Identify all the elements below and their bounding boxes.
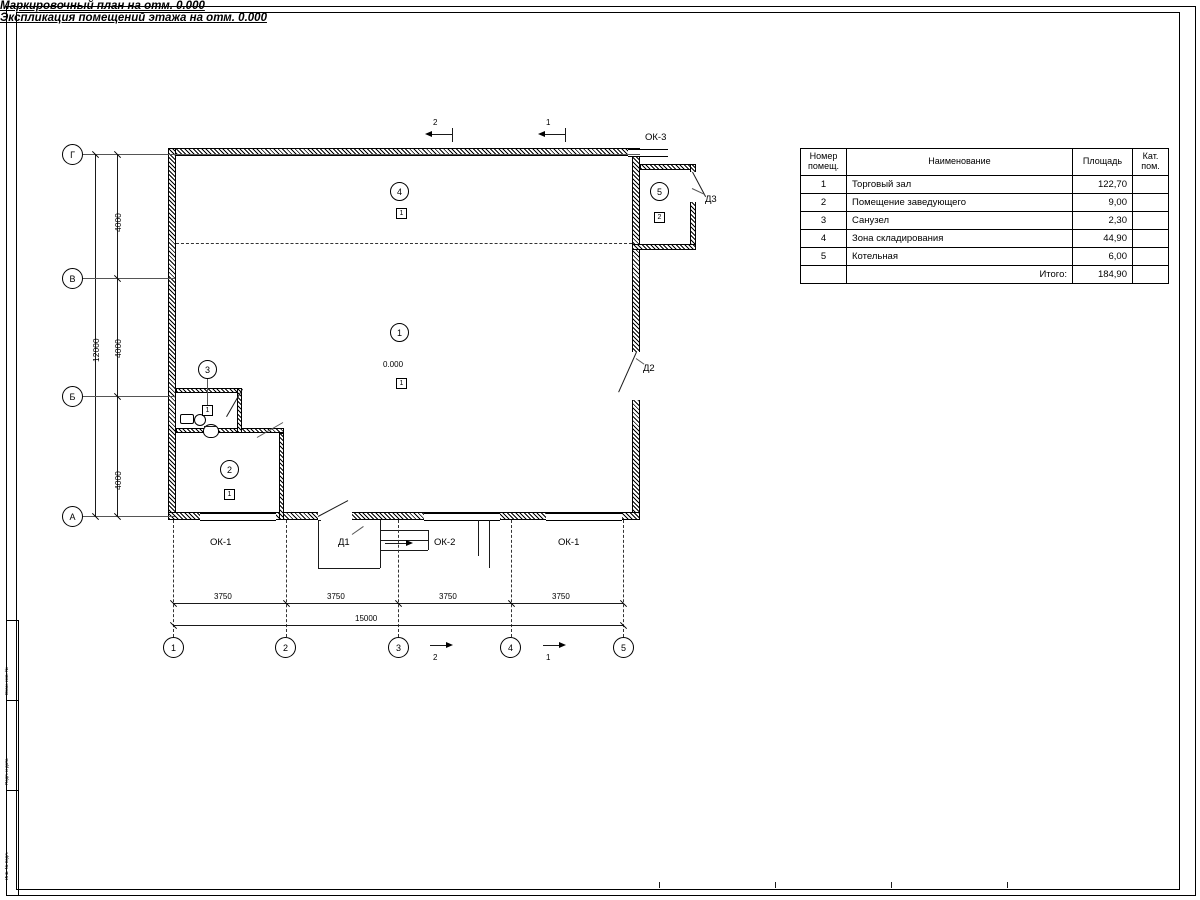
room-tag-5: 5 — [650, 182, 669, 201]
section-arrow-1-top-icon — [538, 131, 545, 137]
axis-bubble-g: Г — [62, 144, 83, 165]
cell-area: 44,90 — [1073, 229, 1133, 247]
finish-tag-5: 2 — [654, 212, 665, 223]
cell-num: 2 — [801, 193, 847, 211]
cell-cat — [1133, 175, 1169, 193]
axis-line-4 — [511, 520, 512, 637]
wall-annex-bottom — [632, 244, 696, 250]
dim-bottom-total: 15000 — [355, 614, 378, 623]
dim-left-total: 12000 — [91, 338, 101, 362]
section-label-2-bottom: 2 — [433, 653, 438, 662]
cell-num: 4 — [801, 229, 847, 247]
dim-line-left-outer — [95, 154, 96, 516]
header-area: Площадь — [1073, 149, 1133, 176]
finish-tag-1: 1 — [396, 378, 407, 389]
section-line-1-top — [543, 134, 565, 135]
porch-right — [380, 520, 381, 568]
frame-tick — [775, 882, 776, 888]
axis-bubble-3: 3 — [388, 637, 409, 658]
axis-bubble-1: 1 — [163, 637, 184, 658]
wall-annex-top — [640, 164, 696, 170]
window-label-ok1-right: ОК-1 — [558, 537, 580, 548]
wall-partition-office-right — [279, 433, 284, 520]
dim-bottom-3750-c: 3750 — [439, 592, 457, 601]
cell-name: Торговый зал — [847, 175, 1073, 193]
axis-bubble-a: А — [62, 506, 83, 527]
section-arrow-2-top-icon — [425, 131, 432, 137]
steps-line-3 — [380, 550, 428, 551]
steps-line-2 — [380, 540, 428, 541]
table-header-row — [801, 149, 1169, 176]
steps-line-1 — [380, 530, 428, 531]
wall-left — [168, 148, 176, 520]
cell-name: Санузел — [847, 211, 1073, 229]
room-tag-2: 2 — [220, 460, 239, 479]
cell-name: Котельная — [847, 247, 1073, 265]
cell-cat — [1133, 229, 1169, 247]
room-tag-3: 3 — [198, 360, 217, 379]
stamp-label-inv: Инв. № подл. — [4, 851, 9, 880]
sheet-frame-inner — [16, 12, 1180, 890]
section-label-1-bottom: 1 — [546, 653, 551, 662]
axis-line-5 — [623, 520, 624, 637]
door-label-d1: Д1 — [338, 537, 350, 548]
cell-area: 2,30 — [1073, 211, 1133, 229]
axis-line-g-extended — [130, 154, 640, 155]
table-title: Экспликация помещений этажа на отм. 0.000 — [0, 12, 267, 24]
dim-left-4000-b: 4000 — [113, 339, 123, 358]
dim-left-4000-c: 4000 — [113, 471, 123, 490]
section-label-1-top: 1 — [546, 118, 551, 127]
dim-line-left-inner — [117, 154, 118, 516]
table-row — [801, 229, 1169, 247]
room-tag-1: 1 — [390, 323, 409, 342]
table-total-row — [801, 265, 1169, 283]
table-row — [801, 211, 1169, 229]
porch-left — [318, 520, 319, 568]
window-label-ok3: ОК-3 — [645, 132, 667, 143]
header-num: Номер помещ. — [801, 149, 847, 176]
cell-name: Зона складирования — [847, 229, 1073, 247]
header-name: Наименование — [847, 149, 1073, 176]
axis-bubble-v: В — [62, 268, 83, 289]
section-label-2-top: 2 — [433, 118, 438, 127]
explication-table — [800, 148, 1169, 284]
cell-cat — [1133, 211, 1169, 229]
cell-cat — [1133, 193, 1169, 211]
plan-title: Маркировочный план на отм. 0.000 — [0, 0, 205, 12]
axis-bubble-5: 5 — [613, 637, 634, 658]
dim-bottom-3750-d: 3750 — [552, 592, 570, 601]
frame-tick — [891, 882, 892, 888]
leader-line-3 — [207, 379, 208, 405]
dim-line-bottom-outer — [173, 625, 623, 626]
finish-tag-3: 1 — [202, 405, 213, 416]
section-arrow-1-bottom-icon — [559, 642, 566, 648]
total-label: Итого: — [847, 265, 1073, 283]
window-opening-ok3 — [628, 149, 668, 157]
cell-cat — [1133, 247, 1169, 265]
window-opening-ok1-left — [200, 513, 276, 521]
frame-tick — [1007, 882, 1008, 888]
sink-icon — [180, 414, 194, 424]
axis-bubble-b: Б — [62, 386, 83, 407]
cell-area: 9,00 — [1073, 193, 1133, 211]
window-opening-ok1-right — [546, 513, 622, 521]
cell-num: 3 — [801, 211, 847, 229]
total-blank — [801, 265, 847, 283]
table-row — [801, 247, 1169, 265]
cell-area: 6,00 — [1073, 247, 1133, 265]
dim-left-4000-a: 4000 — [113, 213, 123, 232]
total-value: 184,90 — [1073, 265, 1133, 283]
finish-tag-2: 1 — [224, 489, 235, 500]
table-row — [801, 175, 1169, 193]
dim-bottom-3750-b: 3750 — [327, 592, 345, 601]
axis-line-1 — [173, 520, 174, 637]
stamp-label-vzam: Взам. инв. № — [4, 667, 9, 695]
ramp-line-1 — [489, 520, 490, 568]
frame-tick — [659, 882, 660, 888]
axis-line-2 — [286, 520, 287, 637]
finish-tag-4: 1 — [396, 208, 407, 219]
steps-direction-arrow-icon — [406, 540, 413, 546]
window-label-ok2: ОК-2 — [434, 537, 456, 548]
cell-name: Помещение заведующего — [847, 193, 1073, 211]
section-tail-2-top — [452, 128, 453, 142]
cell-num: 1 — [801, 175, 847, 193]
section-line-2-top — [430, 134, 452, 135]
ramp-line-2 — [478, 520, 479, 556]
axis-bubble-4: 4 — [500, 637, 521, 658]
section-arrow-2-bottom-icon — [446, 642, 453, 648]
steps-direction-line — [385, 543, 407, 544]
window-label-ok1-left: ОК-1 — [210, 537, 232, 548]
stamp-label-podp: Подп. и дата — [4, 758, 9, 785]
steps-edge — [428, 530, 429, 550]
dim-bottom-3750-a: 3750 — [214, 592, 232, 601]
axis-bubble-2: 2 — [275, 637, 296, 658]
room-tag-4: 4 — [390, 182, 409, 201]
header-cat: Кат. пом. — [1133, 149, 1169, 176]
door-label-d2: Д2 — [643, 363, 655, 374]
toilet-detail — [204, 426, 216, 427]
porch-bottom — [318, 568, 380, 569]
section-tail-1-top — [565, 128, 566, 142]
cell-num: 5 — [801, 247, 847, 265]
wall-partition-wc-top — [176, 388, 242, 393]
total-cat — [1133, 265, 1169, 283]
wall-right — [632, 148, 640, 520]
door-label-d3: Д3 — [705, 194, 717, 205]
level-mark: 0.000 — [383, 360, 404, 369]
axis-line-3 — [398, 520, 399, 637]
zone-boundary-dashed — [176, 243, 632, 244]
cell-area: 122,70 — [1073, 175, 1133, 193]
table-row — [801, 193, 1169, 211]
